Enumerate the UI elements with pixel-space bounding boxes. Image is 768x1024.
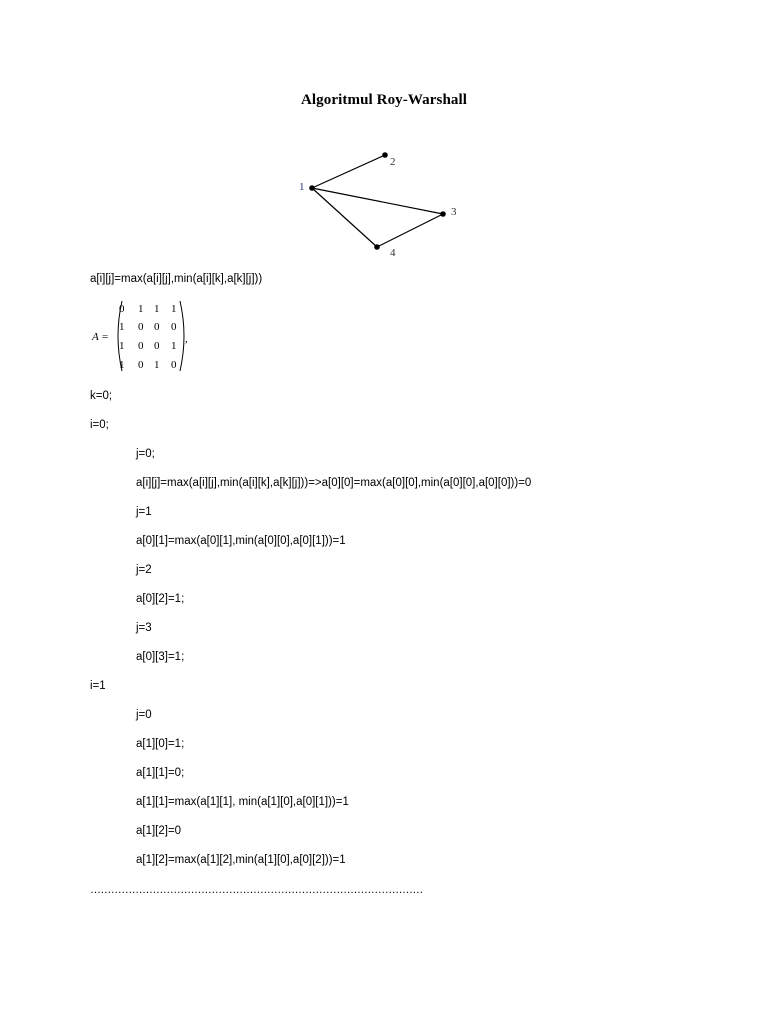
edge-1-3 [312, 188, 443, 214]
ellipsis-line: …………………………………………………………………………………… [90, 884, 423, 896]
matrix-cell: 1 [171, 340, 177, 352]
node-3 [440, 211, 446, 217]
matrix-cell: 0 [154, 321, 160, 333]
matrix-cell: 1 [138, 303, 144, 315]
step-line: a[1][2]=max(a[1][2],min(a[1][0],a[0][2]))=1 [136, 854, 346, 866]
step-line: a[0][3]=1; [136, 651, 185, 663]
edge-1-2 [312, 155, 385, 188]
node-label-4: 4 [390, 247, 396, 259]
matrix-cell: 1 [119, 321, 125, 333]
step-line: j=1 [136, 506, 152, 518]
matrix-cell: 0 [119, 303, 125, 315]
matrix-cell: 0 [138, 321, 144, 333]
matrix-cell: 1 [119, 340, 125, 352]
step-line: a[1][0]=1; [136, 738, 185, 750]
step-line: a[1][2]=0 [136, 825, 182, 837]
matrix-cell: 1 [154, 359, 160, 371]
step-line: a[0][1]=max(a[0][1],min(a[0][0],a[0][1]))=1 [136, 535, 346, 547]
matrix-cell: 0 [138, 340, 144, 352]
matrix-cell: 0 [154, 340, 160, 352]
matrix-label: A = [92, 331, 109, 343]
step-line: j=0 [136, 709, 152, 721]
node-2 [382, 152, 388, 158]
step-line: j=0; [136, 448, 155, 460]
node-4 [374, 244, 380, 250]
step-line: k=0; [90, 390, 113, 402]
node-label-2: 2 [390, 156, 396, 168]
matrix-cell: 1 [119, 359, 125, 371]
matrix-cell: 0 [171, 359, 177, 371]
step-line: j=2 [136, 564, 152, 576]
matrix-trailing-comma: , [185, 333, 188, 345]
edge-3-4 [377, 214, 443, 247]
node-1 [309, 185, 315, 191]
step-line: i=0; [90, 419, 109, 431]
matrix-cell: 0 [171, 321, 177, 333]
node-label-3: 3 [451, 206, 457, 218]
matrix-cell: 0 [138, 359, 144, 371]
step-line: a[1][1]=max(a[1][1], min(a[1][0],a[0][1]))=1 [136, 796, 349, 808]
adjacency-matrix [90, 298, 200, 374]
document-title: Algoritmul Roy-Warshall [300, 92, 468, 108]
matrix-right-paren [180, 301, 184, 371]
step-line: j=3 [136, 622, 152, 634]
matrix-cell: 1 [154, 303, 160, 315]
step-line: a[0][2]=1; [136, 593, 185, 605]
matrix-cell: 1 [171, 303, 177, 315]
edge-1-4 [312, 188, 377, 247]
step-line: a[1][1]=0; [136, 767, 185, 779]
step-line: i=1 [90, 680, 106, 692]
node-label-1: 1 [299, 181, 305, 193]
graph-diagram [290, 145, 470, 265]
step-line: a[i][j]=max(a[i][j],min(a[i][k],a[k][j]))=>a[0][0]=max(a[0][0],min(a[0][0],a[0][0]))=0 [136, 477, 532, 489]
recurrence-formula: a[i][j]=max(a[i][j],min(a[i][k],a[k][j])) [90, 273, 263, 285]
